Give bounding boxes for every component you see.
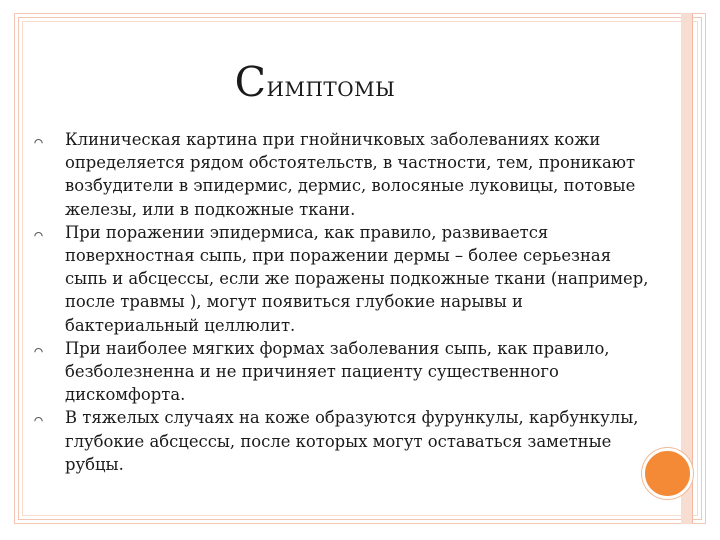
bullet-item-2 (34, 221, 654, 337)
bullet-text: Клиническая картина при гнойничковых заболеваниях кожи определяется рядом обстоятельств, в частности, тем, проникают возбудители в эпидермис, дермис, волосяные луковицы, потовые железы, или в подкожные ткани. (65, 130, 636, 219)
bullet-text: В тяжелых случаях на коже образуются фурункулы, карбункулы, глубокие абсцессы, после которых могут оставаться заметные рубцы. (65, 408, 639, 474)
open-bullet-icon (34, 415, 43, 422)
bullet-item-1 (34, 128, 654, 221)
bullet-text: При поражении эпидермиса, как правило, развивается поверхностная сыпь, при поражении дермы – более серьезная сыпь и абсцессы, если же поражены подкожные ткани (например, после травмы ), могут появиться глубокие нарывы и бактериальный целлюлит. (65, 222, 649, 335)
bullet-text: При наиболее мягких формах заболевания сыпь, как правило, безболезненна и не причиняет пациенту существенного дискомфорта. (65, 338, 610, 405)
bullet-list (34, 128, 654, 476)
open-bullet-icon (34, 346, 43, 353)
open-bullet-icon (34, 137, 43, 144)
decorative-side-line (692, 13, 693, 524)
decorative-side-strip (681, 13, 692, 524)
bullet-item-4 (34, 406, 654, 476)
slide-title: Симптомы (234, 58, 396, 106)
decorative-orange-circle (642, 448, 693, 499)
bullet-item-3 (34, 337, 654, 407)
open-bullet-icon (34, 230, 43, 237)
